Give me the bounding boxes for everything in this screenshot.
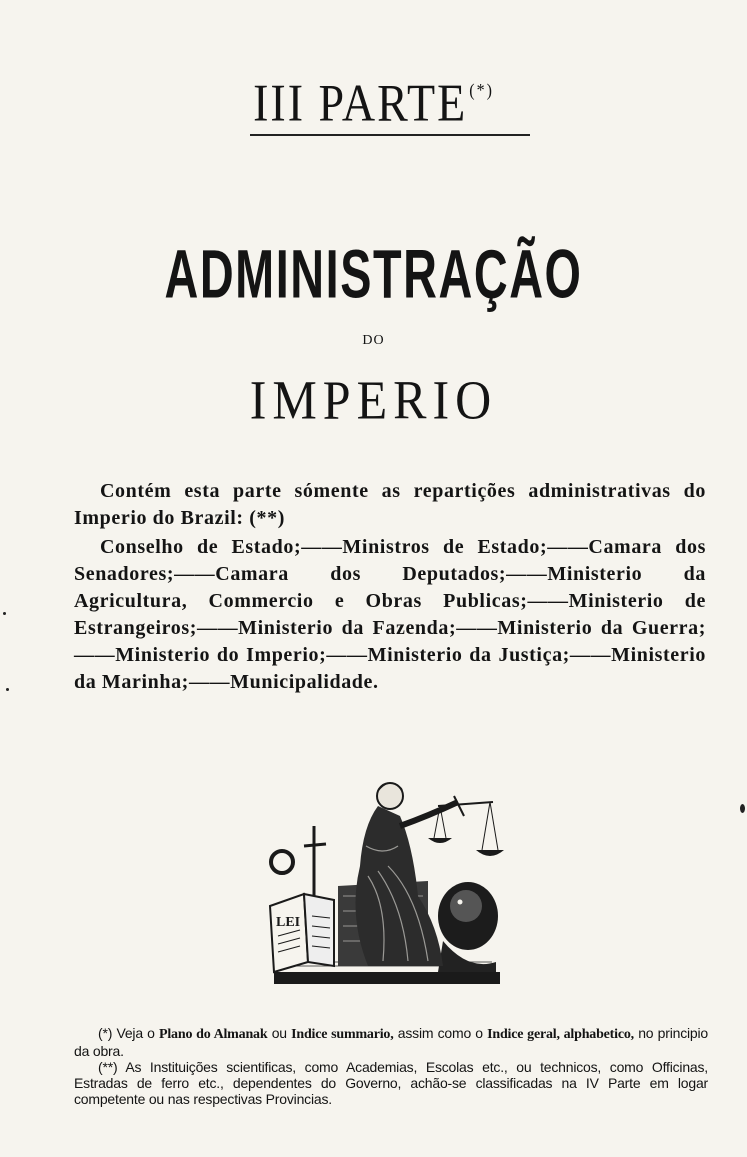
part-title-text: III PARTE xyxy=(253,73,468,132)
contents-block xyxy=(74,478,706,696)
footnote-1: (*) Veja o Plano do Almanak ou Indice summario, assim como o Indice geral, alphabetico, no principio da obra. xyxy=(74,1025,708,1059)
justice-emblem xyxy=(268,766,504,990)
book-lei-text: LEI xyxy=(276,915,301,930)
ink-speck xyxy=(3,612,6,615)
part-footnote-mark: (*) xyxy=(469,81,494,101)
footnotes xyxy=(74,1025,708,1107)
ink-speck xyxy=(6,688,9,691)
title-underline xyxy=(250,134,530,136)
part-title xyxy=(0,72,747,133)
main-title: ADMINISTRAÇÃO xyxy=(164,235,583,313)
title-connector: DO xyxy=(362,333,385,348)
footnote-2: (**) As Instituições scientificas, como Academias, Escolas etc., ou technicos, como Officinas, Estradas de ferro etc., dependentes do Governo, achão-se classificadas na IV Parte em logar competente ou nas respectivas Provincias. xyxy=(74,1059,708,1107)
ink-speck xyxy=(740,804,745,813)
contents-list: Conselho de Estado;——Ministros de Estado;——Camara dos Senadores;——Camara dos Deputados;——Ministerio da Agricultura, Commercio e Obras Publicas;——Ministerio de Estrangeiros;——Ministerio da Fazenda;——Ministerio da Guerra;——Ministerio do Imperio;——Ministerio da Justiça;——Ministerio da Marinha;——Municipalidade. xyxy=(74,536,706,693)
subtitle: IMPERIO xyxy=(249,369,498,431)
contents-intro: Contém esta parte sómente as repartições administrativas do Imperio do Brazil: (**) xyxy=(74,480,706,529)
